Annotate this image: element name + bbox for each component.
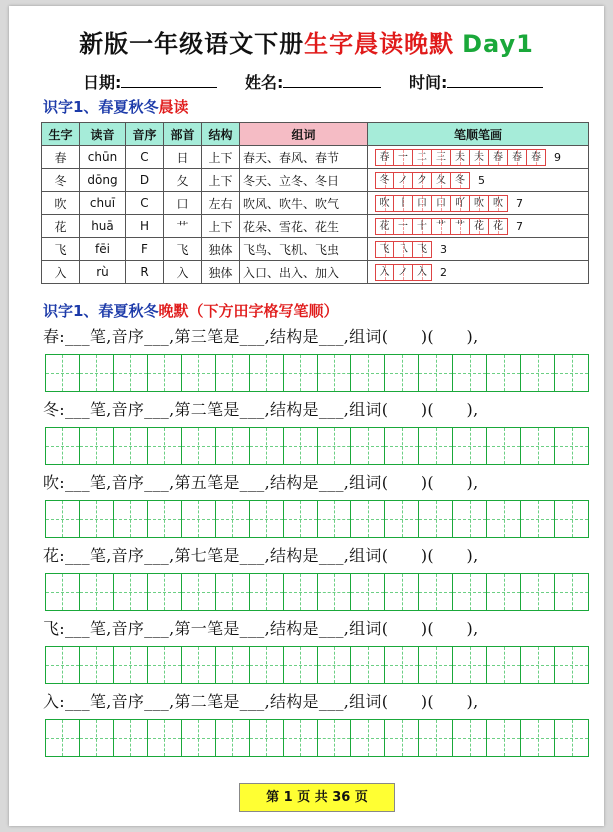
stroke-box (375, 149, 394, 166)
writing-cell[interactable] (216, 574, 250, 610)
quiz-question: 花:___笔,音序___,第七笔是___,结构是___,组词( )( ), (43, 546, 479, 565)
writing-cell[interactable] (487, 647, 521, 683)
writing-cell[interactable] (114, 428, 148, 464)
words-cell: 飞鸟、飞机、飞虫 (240, 238, 368, 261)
radical-cell: 夂 (164, 169, 202, 192)
tianzige-grid (45, 573, 589, 611)
writing-cell[interactable] (284, 574, 318, 610)
quiz-question: 飞:___笔,音序___,第一笔是___,结构是___,组词( )( ), (43, 619, 479, 638)
pinyin-cell: fēi (80, 238, 126, 261)
writing-cell[interactable] (148, 574, 182, 610)
writing-cell[interactable] (318, 647, 352, 683)
writing-cell[interactable] (148, 501, 182, 537)
stroke-box (413, 218, 432, 235)
char-cell: 飞 (42, 238, 80, 261)
writing-cell[interactable] (80, 720, 114, 756)
header-words: 组词 (240, 123, 368, 146)
stroke-box (413, 172, 432, 189)
tianzige-grid (45, 646, 589, 684)
writing-cell[interactable] (216, 720, 250, 756)
writing-cell[interactable] (46, 501, 80, 537)
words-cell: 吹风、吹牛、吹气 (240, 192, 368, 215)
writing-cell[interactable] (555, 574, 588, 610)
writing-cell[interactable] (182, 355, 216, 391)
writing-cell[interactable] (318, 428, 352, 464)
letter-cell: H (126, 215, 164, 238)
stroke-box (394, 241, 413, 258)
writing-cell[interactable] (216, 355, 250, 391)
stroke-glyph: 一 (398, 220, 408, 232)
strokes-cell (368, 215, 589, 238)
radical-cell: 飞 (164, 238, 202, 261)
letter-cell: F (126, 238, 164, 261)
stroke-box (508, 149, 527, 166)
stroke-box (470, 195, 489, 212)
stroke-box (489, 195, 508, 212)
strokes-cell (368, 146, 589, 169)
stroke-box (413, 241, 432, 258)
header-radical: 部首 (164, 123, 202, 146)
writing-cell[interactable] (182, 501, 216, 537)
writing-cell[interactable] (182, 720, 216, 756)
stroke-box (375, 195, 394, 212)
writing-cell[interactable] (555, 720, 588, 756)
stroke-count: 9 (554, 150, 561, 164)
strokes-cell (368, 192, 589, 215)
tianzige-grid (45, 719, 589, 757)
stroke-box (375, 172, 394, 189)
table-row (42, 146, 589, 169)
radical-cell: 艹 (164, 215, 202, 238)
stroke-box (394, 218, 413, 235)
stroke-glyph: 吹 (493, 197, 503, 209)
header-strokes: 笔顺笔画 (368, 123, 589, 146)
stroke-count: 2 (440, 265, 447, 279)
stroke-box (451, 195, 470, 212)
stroke-order-boxes (371, 192, 588, 214)
stroke-count: 5 (478, 173, 485, 187)
stroke-glyph: 吹 (379, 197, 390, 209)
stroke-box (527, 149, 546, 166)
writing-cell[interactable] (521, 647, 555, 683)
writing-cell[interactable] (351, 720, 385, 756)
quiz-question: 入:___笔,音序___,第二笔是___,结构是___,组词( )( ), (43, 692, 479, 711)
writing-cell[interactable] (114, 574, 148, 610)
structure-cell: 独体 (202, 261, 240, 284)
stroke-order-boxes (371, 146, 588, 168)
writing-cell[interactable] (385, 720, 419, 756)
section-heading-morning-red: 晨读 (158, 98, 189, 116)
stroke-order-boxes (371, 169, 588, 191)
stroke-box (413, 264, 432, 281)
writing-cell[interactable] (182, 428, 216, 464)
char-cell: 冬 (42, 169, 80, 192)
writing-cell[interactable] (521, 428, 555, 464)
writing-cell[interactable] (487, 501, 521, 537)
writing-cell[interactable] (46, 647, 80, 683)
writing-cell[interactable] (250, 355, 284, 391)
writing-cell[interactable] (114, 720, 148, 756)
writing-cell[interactable] (555, 428, 588, 464)
structure-cell: 上下 (202, 215, 240, 238)
stroke-box (451, 218, 470, 235)
writing-cell[interactable] (555, 355, 588, 391)
writing-cell[interactable] (80, 574, 114, 610)
writing-cell[interactable] (385, 574, 419, 610)
stroke-box (394, 264, 413, 281)
stroke-count: 3 (440, 242, 447, 256)
writing-cell[interactable] (487, 355, 521, 391)
tianzige-grid (45, 427, 589, 465)
stroke-glyph: 夂 (436, 174, 446, 186)
writing-cell[interactable] (419, 355, 453, 391)
table-row (42, 238, 589, 261)
char-cell: 入 (42, 261, 80, 284)
letter-cell: D (126, 169, 164, 192)
writing-cell[interactable] (80, 647, 114, 683)
writing-cell[interactable] (318, 574, 352, 610)
writing-cell[interactable] (216, 428, 250, 464)
writing-cell[interactable] (250, 720, 284, 756)
header-char: 生字 (42, 123, 80, 146)
writing-cell[interactable] (521, 574, 555, 610)
quiz-question: 春:___笔,音序___,第三笔是___,结构是___,组词( )( ), (43, 327, 479, 346)
date-field[interactable] (121, 74, 217, 88)
writing-cell[interactable] (46, 355, 80, 391)
stroke-order-boxes (371, 261, 588, 283)
header-letter: 音序 (126, 123, 164, 146)
header-structure: 结构 (202, 123, 240, 146)
writing-cell[interactable] (385, 501, 419, 537)
stroke-box (451, 149, 470, 166)
writing-cell[interactable] (487, 720, 521, 756)
letter-cell: C (126, 146, 164, 169)
stroke-glyph: 入 (379, 266, 390, 278)
words-cell: 入口、出入、加入 (240, 261, 368, 284)
writing-cell[interactable] (318, 720, 352, 756)
writing-cell[interactable] (284, 720, 318, 756)
time-label: 时间: (408, 73, 448, 92)
writing-cell[interactable] (46, 720, 80, 756)
stroke-box (489, 149, 508, 166)
words-cell: 花朵、雪花、花生 (240, 215, 368, 238)
stroke-order-boxes (371, 238, 588, 260)
writing-cell[interactable] (555, 501, 588, 537)
character-table (41, 122, 589, 284)
writing-cell[interactable] (250, 574, 284, 610)
stroke-glyph: 三 (436, 151, 446, 163)
name-field[interactable] (283, 74, 381, 88)
writing-cell[interactable] (284, 501, 318, 537)
writing-cell[interactable] (521, 355, 555, 391)
title-red: 生字晨读晚默 (304, 30, 455, 58)
stroke-glyph: 乁 (398, 243, 408, 255)
time-field[interactable] (447, 74, 543, 88)
table-row (42, 169, 589, 192)
writing-cell[interactable] (216, 647, 250, 683)
strokes-cell (368, 238, 589, 261)
radical-cell: 入 (164, 261, 202, 284)
letter-cell: R (126, 261, 164, 284)
stroke-box (394, 149, 413, 166)
stroke-box (375, 241, 394, 258)
stroke-order-boxes (371, 215, 588, 237)
writing-cell[interactable] (555, 647, 588, 683)
stroke-glyph: 入 (417, 266, 427, 278)
stroke-box (432, 149, 451, 166)
strokes-cell (368, 169, 589, 192)
structure-cell: 独体 (202, 238, 240, 261)
stroke-glyph: 艹 (436, 220, 446, 232)
writing-cell[interactable] (46, 574, 80, 610)
stroke-glyph: 飞 (417, 243, 427, 255)
words-cell: 冬天、立冬、冬日 (240, 169, 368, 192)
stroke-box (432, 218, 451, 235)
stroke-glyph: 口 (436, 197, 446, 209)
structure-cell: 上下 (202, 146, 240, 169)
writing-cell[interactable] (148, 428, 182, 464)
writing-cell[interactable] (453, 720, 487, 756)
title-black: 新版一年级语文下册 (79, 30, 305, 58)
stroke-count: 7 (516, 219, 523, 233)
pinyin-cell: rù (80, 261, 126, 284)
writing-cell[interactable] (148, 720, 182, 756)
tianzige-grid (45, 500, 589, 538)
writing-cell[interactable] (318, 501, 352, 537)
writing-cell[interactable] (318, 355, 352, 391)
stroke-glyph: 艹 (455, 220, 465, 232)
stroke-glyph: 花 (379, 220, 390, 232)
writing-cell[interactable] (114, 647, 148, 683)
stroke-glyph: 春 (493, 151, 503, 163)
pinyin-cell: dōng (80, 169, 126, 192)
stroke-box (451, 172, 470, 189)
writing-cell[interactable] (385, 355, 419, 391)
pinyin-cell: chuī (80, 192, 126, 215)
name-label: 姓名: (244, 73, 284, 92)
writing-cell[interactable] (351, 647, 385, 683)
writing-cell[interactable] (453, 501, 487, 537)
stroke-box (394, 195, 413, 212)
writing-cell[interactable] (453, 428, 487, 464)
writing-cell[interactable] (148, 355, 182, 391)
worksheet-page (9, 6, 604, 826)
tianzige-grid (45, 354, 589, 392)
writing-cell[interactable] (250, 647, 284, 683)
writing-cell[interactable] (419, 574, 453, 610)
stroke-glyph: 一 (398, 151, 408, 163)
stroke-glyph: 冬 (379, 174, 390, 186)
header-pinyin: 读音 (80, 123, 126, 146)
words-cell: 春天、春风、春节 (240, 146, 368, 169)
stroke-glyph: 春 (531, 151, 541, 163)
writing-cell[interactable] (351, 501, 385, 537)
writing-cell[interactable] (284, 647, 318, 683)
stroke-box (413, 195, 432, 212)
writing-cell[interactable] (487, 574, 521, 610)
info-line (83, 70, 543, 93)
writing-cell[interactable] (453, 355, 487, 391)
writing-cell[interactable] (351, 355, 385, 391)
title-day: Day1 (462, 30, 534, 58)
stroke-box (489, 218, 508, 235)
letter-cell: C (126, 192, 164, 215)
stroke-box (394, 172, 413, 189)
stroke-glyph: 冬 (455, 174, 465, 186)
table-header-row (42, 123, 589, 146)
char-cell: 吹 (42, 192, 80, 215)
writing-cell[interactable] (453, 574, 487, 610)
page-number: 第 1 页 共 36 页 (239, 783, 395, 812)
pinyin-cell: chūn (80, 146, 126, 169)
pinyin-cell: huā (80, 215, 126, 238)
writing-cell[interactable] (114, 355, 148, 391)
writing-cell[interactable] (487, 428, 521, 464)
char-cell: 花 (42, 215, 80, 238)
char-cell: 春 (42, 146, 80, 169)
stroke-box (413, 149, 432, 166)
writing-cell[interactable] (250, 501, 284, 537)
stroke-glyph: 二 (417, 151, 427, 163)
section-heading-morning (43, 96, 188, 117)
stroke-box (432, 172, 451, 189)
stroke-glyph: 春 (379, 151, 390, 163)
strokes-cell (368, 261, 589, 284)
section-heading-evening (43, 300, 338, 321)
stroke-glyph: 春 (512, 151, 522, 163)
stroke-glyph: 花 (474, 220, 484, 232)
radical-cell: 日 (164, 146, 202, 169)
stroke-box (470, 218, 489, 235)
radical-cell: 口 (164, 192, 202, 215)
writing-cell[interactable] (419, 428, 453, 464)
page-title (9, 24, 604, 59)
quiz-question: 吹:___笔,音序___,第五笔是___,结构是___,组词( )( ), (43, 473, 479, 492)
stroke-count: 7 (516, 196, 523, 210)
writing-cell[interactable] (250, 428, 284, 464)
writing-cell[interactable] (182, 647, 216, 683)
stroke-glyph: 口 (417, 197, 427, 209)
writing-cell[interactable] (385, 647, 419, 683)
stroke-glyph: 夫 (474, 151, 484, 163)
table-row (42, 215, 589, 238)
date-label: 日期: (83, 73, 122, 92)
structure-cell: 左右 (202, 192, 240, 215)
table-row (42, 192, 589, 215)
writing-cell[interactable] (148, 647, 182, 683)
quiz-question: 冬:___笔,音序___,第二笔是___,结构是___,组词( )( ), (43, 400, 479, 419)
writing-cell[interactable] (284, 355, 318, 391)
writing-cell[interactable] (80, 428, 114, 464)
section-heading-evening-blue: 识字1、春夏秋冬 (43, 302, 159, 320)
writing-cell[interactable] (385, 428, 419, 464)
stroke-glyph: 夫 (455, 151, 465, 163)
stroke-glyph: 花 (493, 220, 503, 232)
writing-cell[interactable] (351, 428, 385, 464)
stroke-glyph: 十 (417, 220, 427, 232)
stroke-box (375, 264, 394, 281)
stroke-box (375, 218, 394, 235)
writing-cell[interactable] (419, 647, 453, 683)
table-row (42, 261, 589, 284)
stroke-glyph: 吖 (455, 197, 465, 209)
writing-cell[interactable] (46, 428, 80, 464)
writing-cell[interactable] (284, 428, 318, 464)
stroke-glyph: ク (417, 174, 427, 186)
writing-cell[interactable] (114, 501, 148, 537)
section-heading-morning-blue: 识字1、春夏秋冬 (43, 98, 159, 116)
structure-cell: 上下 (202, 169, 240, 192)
section-heading-evening-red: 晚默（下方田字格写笔顺） (158, 302, 339, 320)
stroke-glyph: 吹 (474, 197, 484, 209)
writing-cell[interactable] (351, 574, 385, 610)
writing-cell[interactable] (521, 720, 555, 756)
stroke-box (432, 195, 451, 212)
writing-cell[interactable] (182, 574, 216, 610)
writing-cell[interactable] (453, 647, 487, 683)
writing-cell[interactable] (419, 501, 453, 537)
stroke-glyph: 飞 (379, 243, 390, 255)
stroke-glyph: ノ (398, 174, 408, 186)
stroke-box (470, 149, 489, 166)
writing-cell[interactable] (521, 501, 555, 537)
stroke-glyph: ノ (398, 266, 408, 278)
writing-cell[interactable] (80, 501, 114, 537)
writing-cell[interactable] (216, 501, 250, 537)
stroke-glyph: 丨 (398, 197, 408, 209)
writing-cell[interactable] (419, 720, 453, 756)
writing-cell[interactable] (80, 355, 114, 391)
